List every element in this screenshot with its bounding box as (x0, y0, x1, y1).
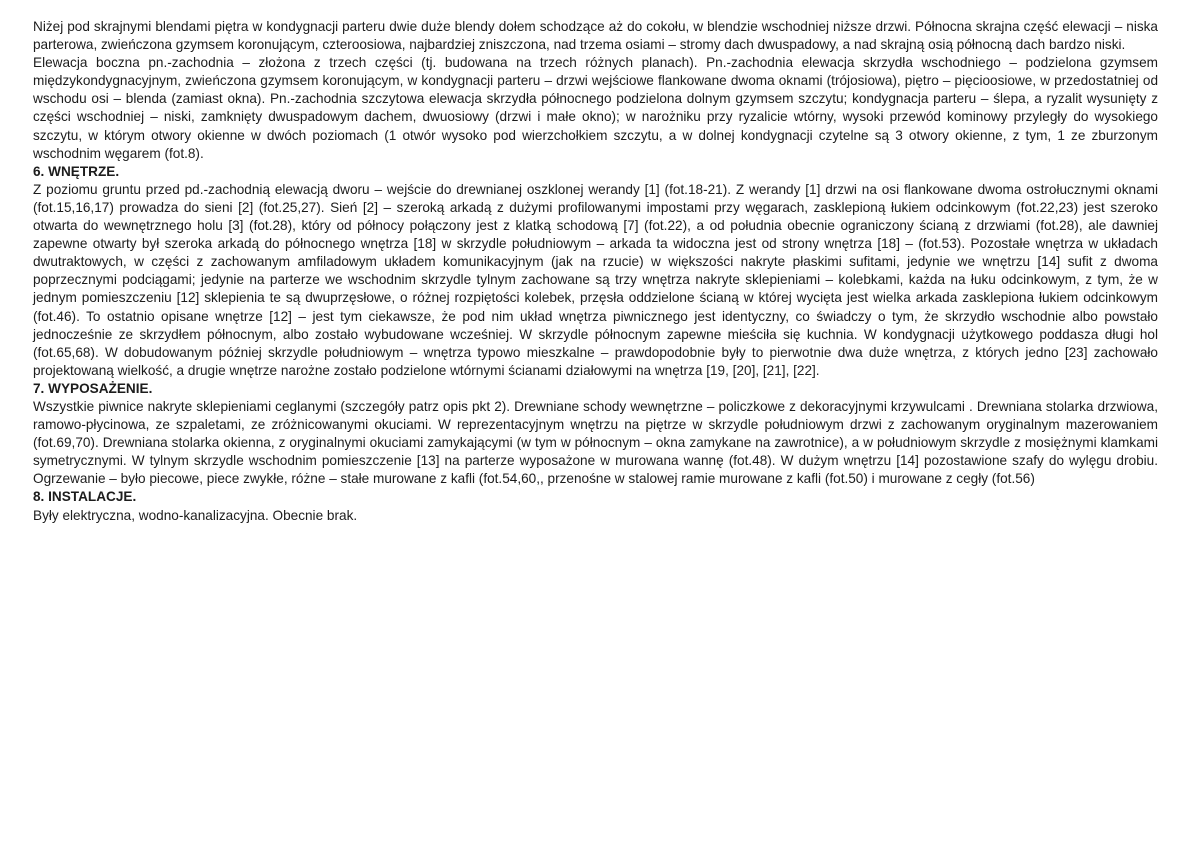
paragraph-installations: Były elektryczna, wodno-kanalizacyjna. Obecnie brak. (33, 507, 358, 523)
section-heading-installations: 8. INSTALACJE. (33, 489, 137, 505)
paragraph-furnishing: Wszystkie piwnice nakryte sklepieniami ceglanymi (szczegóły patrz opis pkt 2). Drewniane schody wewnętrzne – policzkowe z dekoracyjnymi krzywulcami . Drewniana stolarka drzwiowa, ramowo-płycinowa, ze szpaletami, ze zróżnicowanymi okuciami. W reprezentacyjnym wnętrzu na piętrze w skrzydle południowym drzwi z zachowanym oryginalnym mazerowaniem (fot.69,70). Drewniana stolarka okienna, z oryginalnymi okuciami zamykającymi (w tym w północnym – okna zamykane na zawrotnice), a w południowym skrzydle z mosiężnymi klamkami symetrycznymi. W tylnym skrzydle wschodnim pomieszczenie [13] na parterze wyposażone w murowana wannę (fot.48). W dużym wnętrzu [14] pozostawione szafy do wylęgu drobiu. Ogrzewanie – było piecowe, piece zwykłe, różne – stałe murowane z kafli (fot.54,60,, przenośne w stalowej ramie murowane z kafli (fot.50) i murowane z cegły (fot.56) (33, 398, 1158, 487)
section-heading-interior: 6. WNĘTRZE. (33, 163, 120, 179)
document-page (33, 18, 1158, 525)
paragraph-facade-north: Niżej pod skrajnymi blendami piętra w kondygnacji parteru dwie duże blendy dołem schodzące aż do cokołu, w blendzie wschodniej niższe drzwi. Północna skrajna część elewacji – niska parterowa, zwieńczona gzymsem koronującym, czteroosiowa, najbardziej zniszczona, nad trzema osiami – stromy dach dwuspadowy, a nad skrajną osią północną dach bardzo niski. (33, 19, 1158, 53)
paragraph-interior: Z poziomu gruntu przed pd.-zachodnią elewacją dworu – wejście do drewnianej oszklonej werandy [1] (fot.18-21). Z werandy [1] drzwi na osi flankowane dwoma ostrołucznymi oknami (fot.15,16,17) prowadza do sieni [2] (fot.25,27). Sień [2] – szeroką arkadą z dużymi profilowanymi impostami przy węgarach, zasklepioną łukiem odcinkowym (fot.22,23) jest szeroko otwarta do wewnętrznego holu [3] (fot.28), który od północy połączony jest z klatką schodową [7] (fot.22), a od południa obecnie ograniczony ścianą z drzwiami (fot.28), ale dawniej zapewne otwarty był szeroka arkadą do północnego wnętrza [18] w skrzydle południowym – arkada ta widoczna jest od strony wnętrza [18] – (fot.53). Pozostałe wnętrza w układach dwutraktowych, w części z zachowanym amfiladowym układem komunikacyjnym (jak na rzucie) w większości nakryte płaskimi sufitami, jedynie we wnętrzu [14] sufit z dwoma poprzecznymi podciągami; jedynie na parterze we wschodnim skrzydle tylnym zachowane są trzy wnętrza nakryte sklepieniami – kolebkami, każda na łuku odcinkowym, z tym, że w jednym pomieszczeniu [12] sklepienia te są dwuprzęsłowe, o różnej rozpiętości kolebek, przęsła oddzielone ścianą w której wycięta jest wielka arkada zasklepiona łukiem odcinkowym (fot.46). To ostatnio opisane wnętrze [12] – jest tym ciekawsze, że pod nim układ wnętrza piwnicznego jest identyczny, co świadczy o tym, że skrzydło wschodnie albo powstało jednocześnie ze skrzydłem północnym, albo zostało wybudowane wcześniej. W skrzydle północnym zapewne mieściła się kuchnia. W kondygnacji użytkowego poddasza długi hol (fot.65,68). W dobudowanym później skrzydle południowym – wnętrza typowo mieszkalne – prawdopodobnie były to pierwotnie dwa duże wnętrza, z których jedno [23] zachowało projektowaną wielkość, a drugie wnętrze narożne zostało podzielone wtórnymi ścianami działowymi na wnętrza [19, [20], [21], [22]. (33, 181, 1158, 378)
paragraph-facade-side: Elewacja boczna pn.-zachodnia – złożona z trzech części (tj. budowana na trzech różnych planach). Pn.-zachodnia elewacja skrzydła wschodniego – podzielona gzymsem międzykondygnacyjnym, zwieńczona gzymsem koronującym, w kondygnacji parteru – drzwi wejściowe flankowane dwoma oknami (trójosiowa), piętro – pięcioosiowe, w przedostatniej od wschodu osi – blenda (zamiast okna). Pn.-zachodnia szczytowa elewacja skrzydła północnego podzielona dolnym gzymsem szczytu; kondygnacja parteru – ślepa, a ryzalit wysunięty z części wschodniej – niski, zamknięty dwuspadowym dachem, dwuosiowy (drzwi i małe okno); w narożniku przy ryzalicie wtórny, wysoki przewód kominowy przyległy do wysokiego szczytu, w którym otwory okienne w dwóch poziomach (1 otwór wysoko pod wierzchołkiem szczytu, a w dolnej kondygnacji czytelne są 3 otwory okienne, z tym, 1 ze zburzonym wschodnim węgarem (fot.8). (33, 55, 1158, 161)
section-heading-furnishing: 7. WYPOSAŻENIE. (33, 380, 153, 396)
